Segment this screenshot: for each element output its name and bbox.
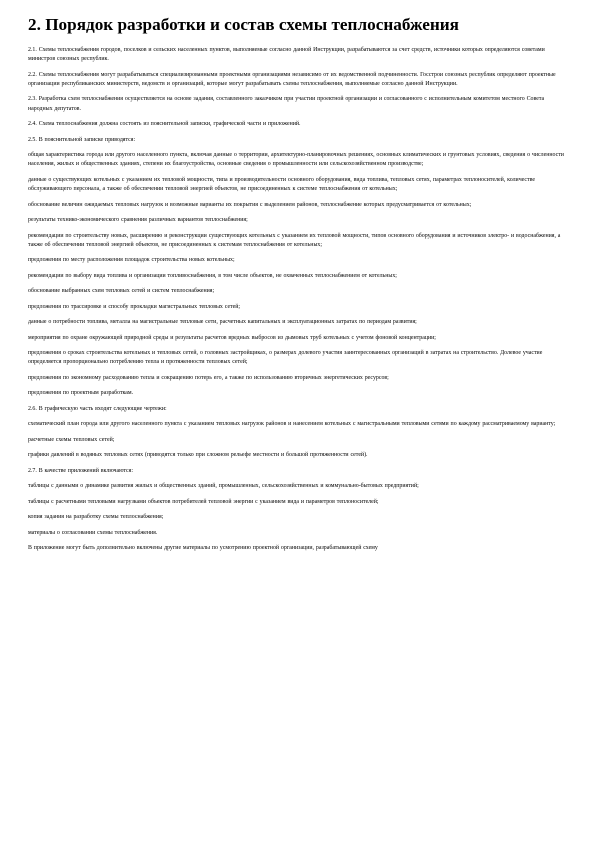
- paragraph: 2.3. Разработка схем теплоснабжения осуществляется на основе задания, составленного заказчиком при участии проектной организации и согласованного с исполнительным комитетом местного Совета народных депутатов.: [28, 96, 545, 112]
- paragraph: результаты технико-экономического сравнения различных вариантов теплоснабжения;: [28, 217, 248, 224]
- page-title: 2. Порядок разработки и состав схемы теплоснабжения: [28, 15, 459, 34]
- paragraph: мероприятия по охране окружающей природной среды и результаты расчетов вредных выбросов из дымовых труб котельных с учетом фоновой концентрации;: [28, 334, 436, 341]
- paragraph: графики давлений в водяных тепловых сетях (приводятся только при сложном рельефе местности и большой протяженности сетей).: [28, 452, 368, 459]
- paragraph: обоснование величин ожидаемых тепловых нагрузок и возможные варианты их покрытия с выделением районов, теплоснабжение которых предусматривается от котельных;: [28, 201, 472, 208]
- paragraph: 2.5. В пояснительной записке приводятся:: [28, 136, 136, 143]
- paragraph: схематический план города или другого населенного пункта с указанием тепловых нагрузок районов и нанесением котельных с магистральными тепловыми сетями по каждому рассматриваемому варианту;: [28, 421, 556, 428]
- paragraph: 2.6. В графическую часть входят следующие чертежи:: [28, 405, 167, 412]
- paragraph: предложения по проектным разработкам.: [28, 390, 134, 397]
- paragraph: общая характеристика города или другого населенного пункта, включая данные о территории, архитектурно-планировочных решениях, основных климатических и грунтовых условиях, сведения о численности населения, жилых и общественных зданиях, степени их благоустройства, основные сведения о промышленности или сельскохозяйственном производстве;: [28, 152, 564, 168]
- paragraph: предложения по экономному расходованию тепла и сокращению потерь его, а также по использованию вторичных энергетических ресурсов;: [28, 374, 389, 381]
- paragraph: предложения о сроках строительства котельных и тепловых сетей, о головных застройщиках, о размерах долевого участия заинтересованных организаций в затратах на строительство. Долевое участие определяется пропорционально потреблению тепла и протяженности тепловых сетей;: [28, 350, 543, 366]
- paragraph: материалы о согласовании схемы теплоснабжения.: [28, 529, 158, 536]
- paragraph: копия задания на разработку схемы теплоснабжения;: [28, 514, 164, 521]
- paragraph: рекомендации по выбору вида топлива и организации топливоснабжения, в том числе объектов, не охваченных теплоснабжением от котельных;: [28, 272, 397, 279]
- paragraph: таблицы с расчетными тепловыми нагрузками объектов потребителей тепловой энергии с указанием вида и параметров теплоносителей;: [28, 498, 379, 505]
- paragraph: рекомендации по строительству новых, расширению и реконструкции существующих котельных с указанием их тепловой мощности, типов основного оборудования и источников электро- и водоснабжения, а также об обеспечении тепловой энергией объектов, не присоединенных к системам теплоснабжения от котельных;: [28, 232, 561, 248]
- paragraph: 2.4. Схема теплоснабжения должна состоять из пояснительной записки, графической части и приложений.: [28, 121, 301, 128]
- paragraph: обоснование выбранных схем тепловых сетей и систем теплоснабжения;: [28, 288, 215, 295]
- paragraph: таблицы с данными о динамике развития жилых и общественных зданий, промышленных, сельскохозяйственных и коммунально-бытовых предприятий;: [28, 483, 419, 490]
- document-body: [28, 46, 567, 554]
- paragraph: 2.7. В качестве приложений включаются:: [28, 467, 133, 474]
- paragraph: расчетные схемы тепловых сетей;: [28, 436, 115, 443]
- paragraph: предложения по месту расположения площадок строительства новых котельных;: [28, 257, 235, 264]
- paragraph: В приложение могут быть дополнительно включены другие материалы по усмотрению проектной организации, разрабатывающей схему: [28, 545, 378, 552]
- paragraph: предложения по трассировке и способу прокладки магистральных тепловых сетей;: [28, 303, 241, 310]
- paragraph: 2.1. Схемы теплоснабжения городов, поселков и сельских населенных пунктов, выполняемые согласно данной Инструкции, разрабатываются за счет средств, источники которых определяются советами министров союзных республик.: [28, 47, 545, 63]
- paragraph: данные о потребности топлива, металла на магистральные тепловые сети, расчетных капитальных и эксплуатационных затратах по периодам развития;: [28, 319, 417, 326]
- paragraph: 2.2. Схемы теплоснабжения могут разрабатываться специализированными проектными организациями независимо от их ведомственной подчиненности. Госстрои союзных республик определяют проектные организации республиканских министерств, ведомств и организаций, которые могут разрабатывать схемы теплоснабжения, выполняемые согласно данной Инструкции.: [28, 71, 556, 87]
- paragraph: данные о существующих котельных с указанием их тепловой мощности, типа и производительности основного оборудования, вида топлива, тепловых сетях, параметрах теплоносителей, количестве обслуживающего персонала, а также об обеспечении тепловой энергией объектов, не присоединенных к системе теплоснабжения от котельных;: [28, 176, 535, 193]
